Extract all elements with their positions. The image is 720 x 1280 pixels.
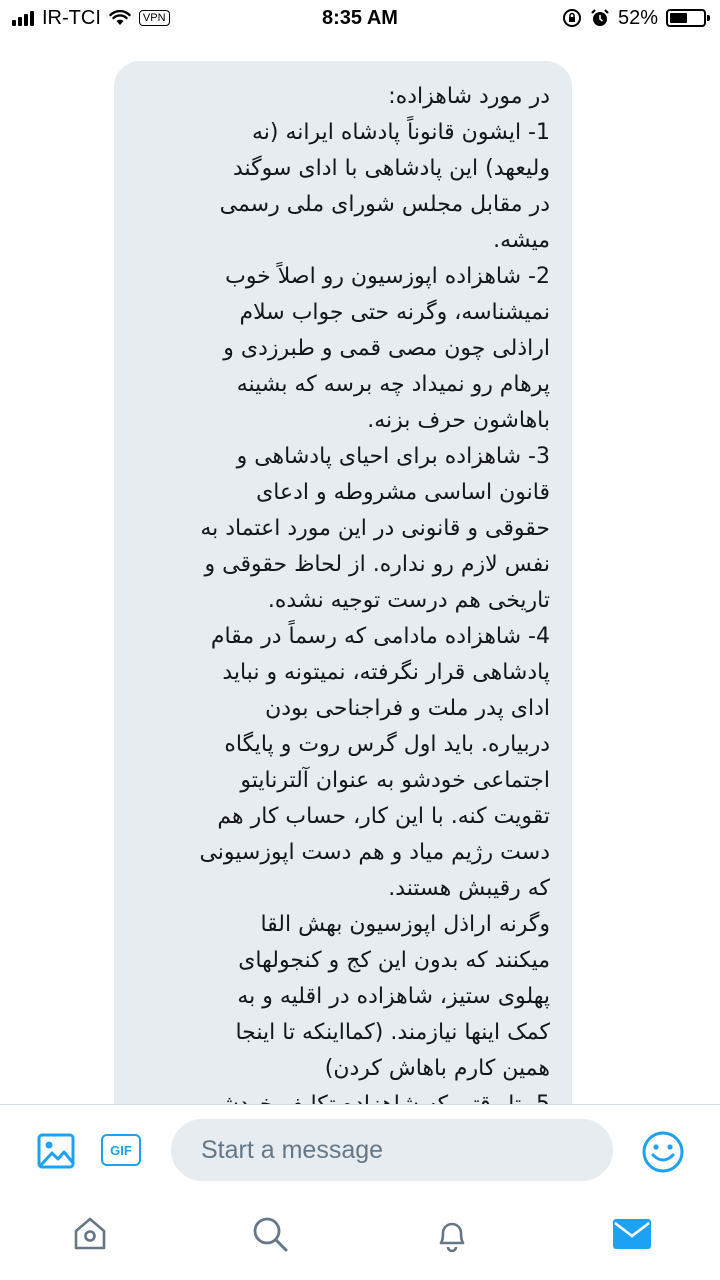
envelope-icon	[612, 1217, 652, 1251]
status-bar	[0, 0, 720, 36]
message-line: ادای پدر ملت و فراجناحی بودن	[265, 696, 550, 721]
message-line: که رقیبش هستند.	[388, 876, 550, 901]
add-photo-button[interactable]	[36, 1131, 76, 1171]
message-line: ولیعهد) این پادشاهی با ادای سوگند	[232, 156, 550, 181]
message-line: وگرنه اراذل اپوزسیون بهش القا	[260, 912, 550, 937]
message-composer	[0, 1104, 720, 1198]
message-line: قانون اساسی مشروطه و ادعای	[256, 480, 550, 505]
message-line: در مورد شاهزاده:	[388, 84, 550, 109]
message-line: نمیشناسه، وگرنه حتی جواب سلام	[239, 300, 550, 325]
message-bubble[interactable]	[114, 61, 572, 1143]
message-line: میشه.	[493, 228, 550, 253]
tab-home[interactable]	[68, 1212, 112, 1256]
message-input[interactable]	[171, 1119, 613, 1181]
rotation-lock-icon	[562, 8, 582, 28]
emoji-button[interactable]	[641, 1130, 685, 1178]
message-line: کمک اینها نیازمند. (کمااینکه تا اینجا	[235, 1020, 550, 1045]
gif-icon: GIF	[110, 1142, 132, 1158]
tab-search[interactable]	[248, 1212, 292, 1256]
battery-icon	[666, 9, 706, 27]
message-line: پهلوی ستیز، شاهزاده در اقلیه و به	[237, 984, 550, 1009]
home-icon	[70, 1214, 110, 1254]
bell-icon	[432, 1214, 472, 1254]
message-line: باهاشون حرف بزنه.	[367, 408, 550, 433]
status-time: 8:35 AM	[322, 7, 398, 29]
battery-percent: 52%	[617, 6, 658, 29]
message-line: اجتماعی خودشو به عنوان آلترنایتو	[240, 768, 550, 793]
message-line: تاریخی هم درست توجیه نشده.	[267, 588, 550, 613]
message-line: همین کارم باهاش کردن)	[324, 1056, 550, 1081]
message-line: دست رژیم میاد و هم دست اپوزسیونی	[199, 840, 550, 865]
tab-notifications[interactable]	[430, 1212, 474, 1256]
message-line: 4- شاهزاده مادامی که رسماً در مقام	[210, 624, 550, 649]
message-line: نفس لازم رو نداره. از لحاظ حقوقی و	[204, 552, 550, 577]
alarm-icon	[590, 8, 610, 28]
tab-messages[interactable]	[610, 1212, 654, 1256]
smiley-icon	[641, 1130, 685, 1174]
message-line: 3- شاهزاده برای احیای پادشاهی و	[236, 444, 550, 469]
search-icon	[250, 1214, 290, 1254]
message-line: پادشاهی قرار نگرفته، نمیتونه و نباید	[222, 660, 550, 685]
message-line: 2- شاهزاده اپوزسیون رو اصلاً خوب	[225, 264, 550, 289]
carrier-name: IR-TCI	[42, 6, 101, 29]
message-line: حقوقی و قانونی در این مورد اعتماد به	[200, 516, 550, 541]
bottom-tab-bar	[0, 1198, 720, 1280]
message-line: اراذلی چون مصی قمی و طبرزدی و	[223, 336, 550, 361]
message-line: میکنند که بدون این کج و کنجولهای	[238, 948, 550, 973]
battery-fill	[670, 13, 687, 23]
message-input-placeholder: Start a message	[201, 1135, 384, 1164]
message-line: در مقابل مجلس شورای ملی رسمی	[219, 192, 550, 217]
message-line: دربیاره. باید اول گرس روت و پایگاه	[224, 732, 550, 757]
conversation-area[interactable]	[0, 36, 720, 1104]
status-right	[562, 7, 706, 29]
message-line: پرهام رو نمیداد چه برسه که بشینه	[236, 372, 550, 397]
message-line: تقویت کنه. با این کار، حساب کار هم	[217, 804, 550, 829]
vpn-badge: VPN	[139, 10, 170, 26]
message-line: 1- ایشون قانوناً پادشاه ایرانه (نه	[251, 120, 550, 145]
image-icon	[37, 1133, 75, 1169]
gif-button[interactable]	[101, 1134, 141, 1166]
